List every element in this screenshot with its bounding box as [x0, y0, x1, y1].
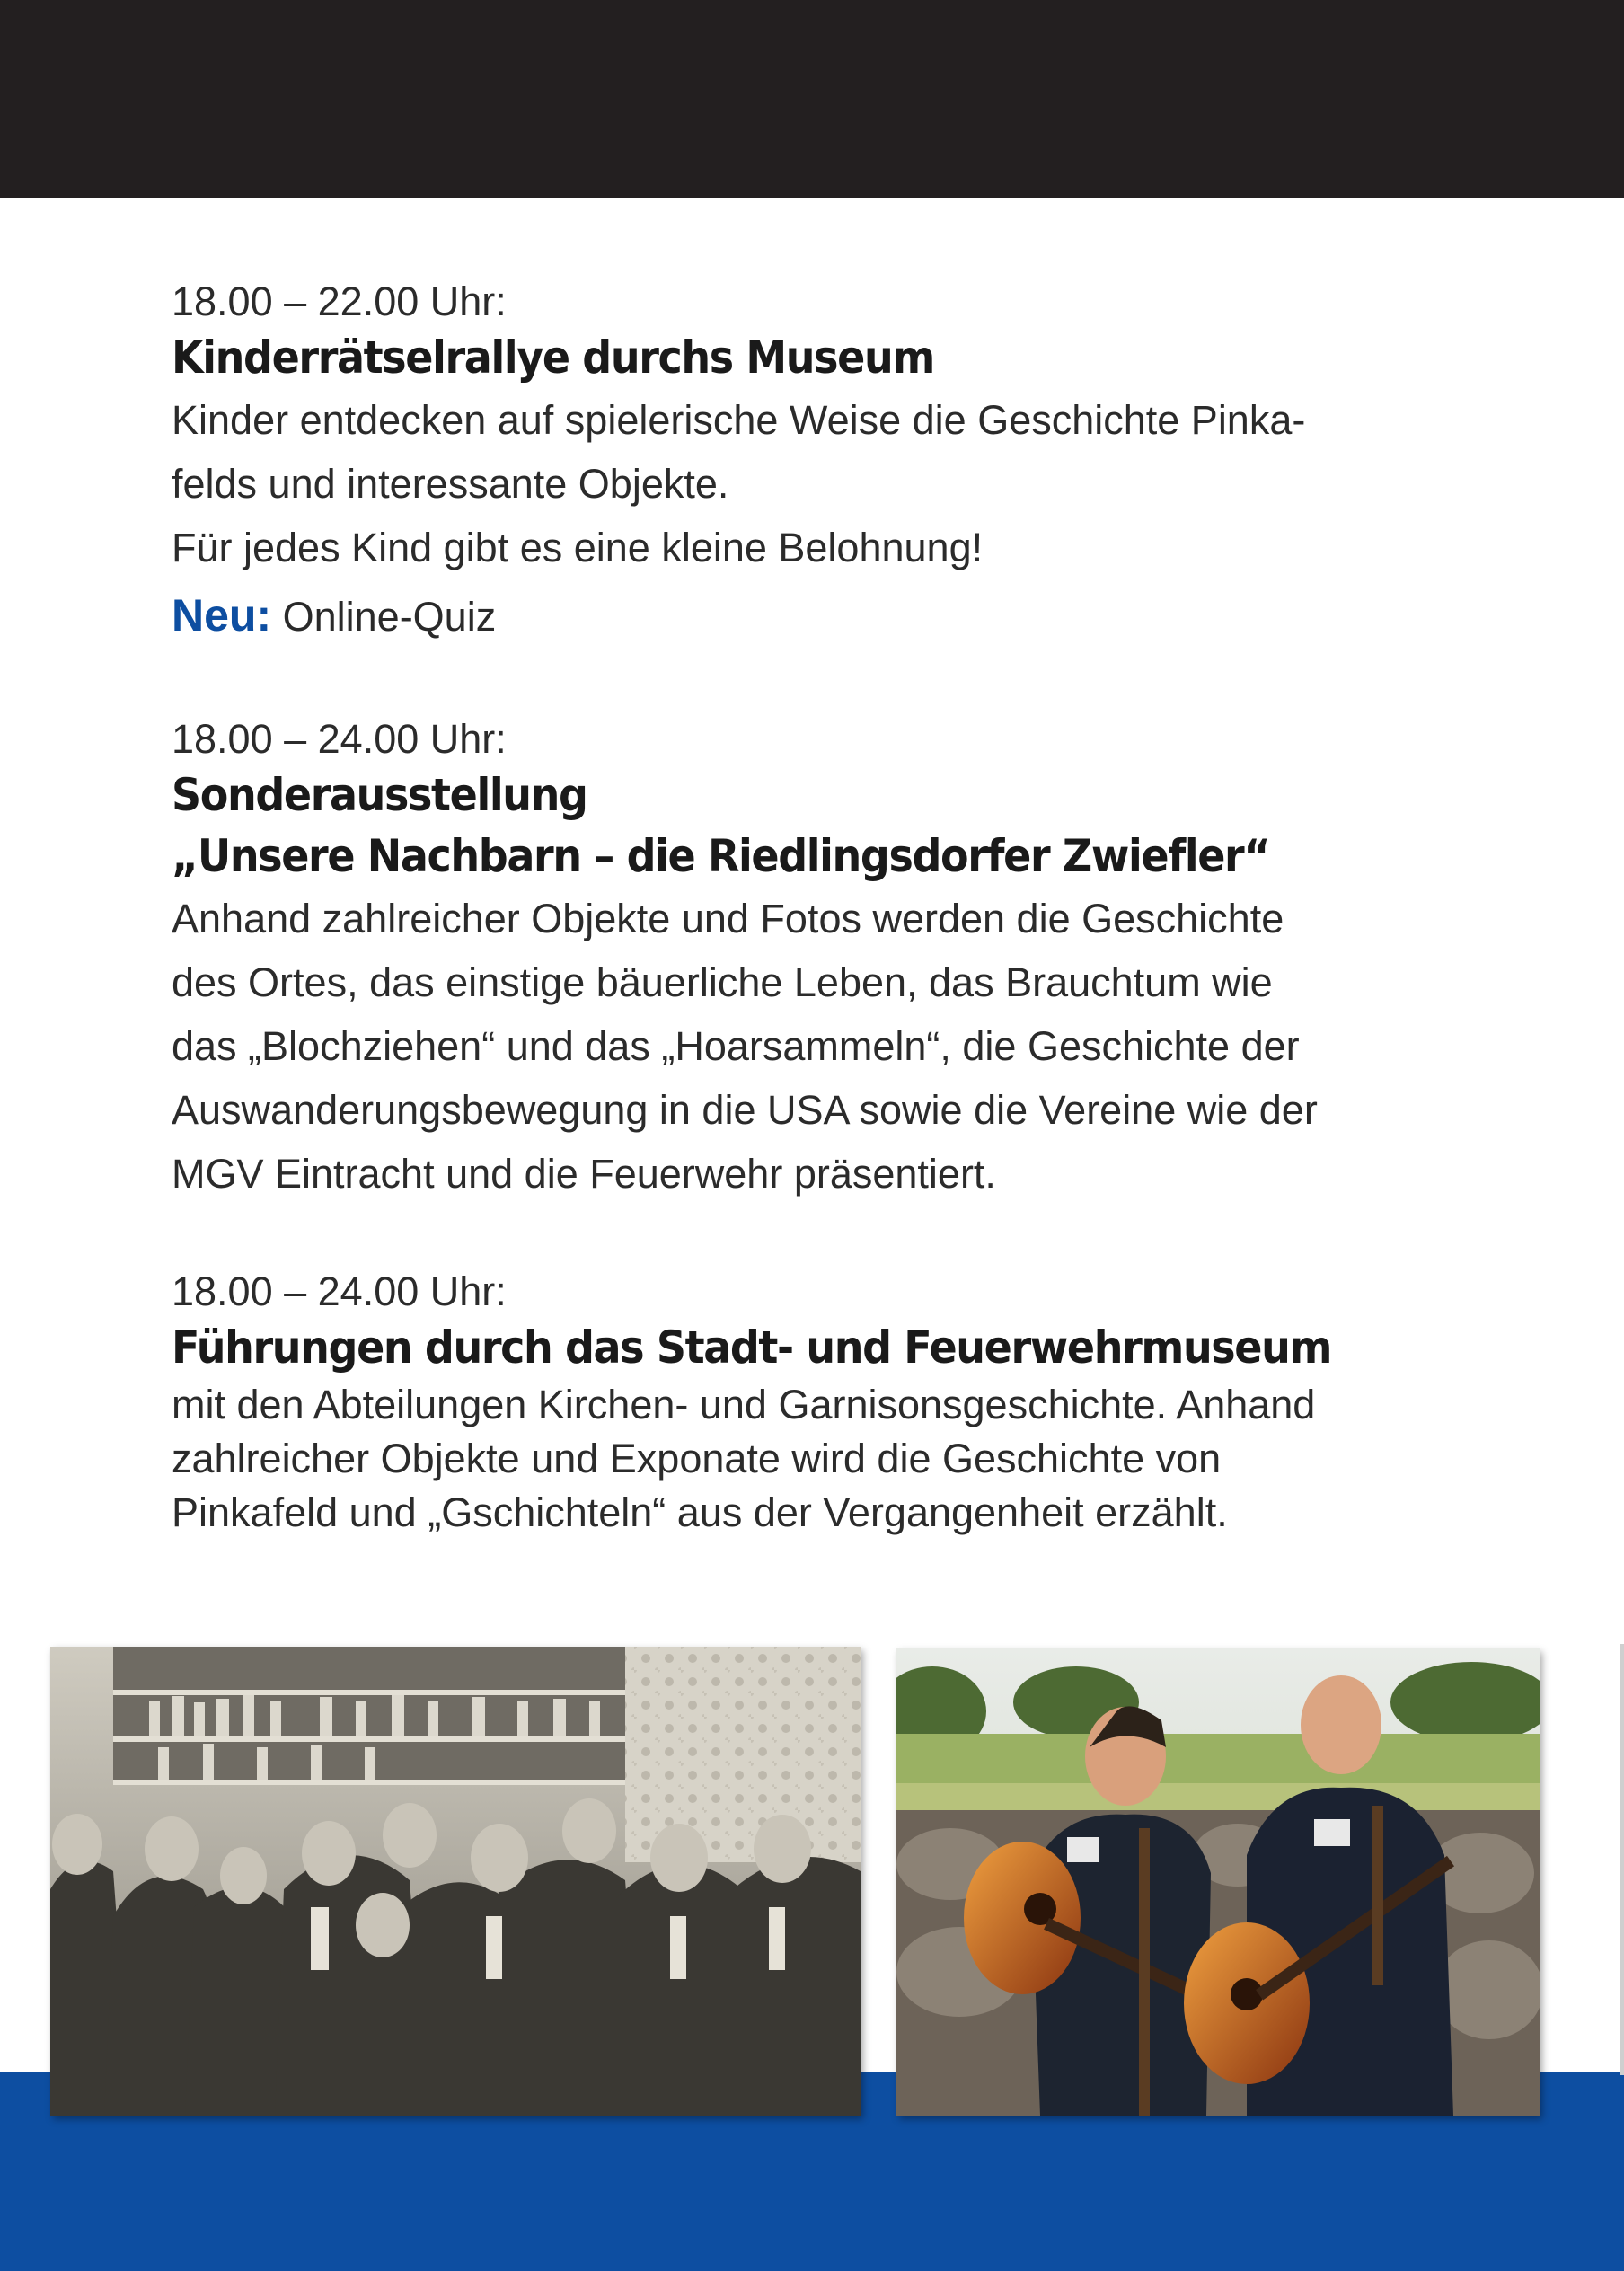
page-edge-strip — [1620, 1644, 1624, 2075]
top-header-bar — [0, 0, 1624, 198]
event-description-line: das „Blochziehen“ und das „Hoarsammeln“, die Geschichte der — [172, 1023, 1300, 1069]
event-title: Führungen durch das Stadt- und Feuerwehrmuseum — [172, 1321, 1332, 1374]
musicians-photo — [896, 1648, 1540, 2116]
event-description-line: zahlreicher Objekte und Exponate wird die Geschichte von — [172, 1436, 1222, 1481]
new-label: Neu: — [172, 590, 272, 641]
event-fuehrungen — [172, 1267, 1465, 1540]
historic-group-photo — [50, 1647, 861, 2116]
event-kinderraetselrallye — [172, 277, 1465, 653]
event-time: 18.00 – 24.00 Uhr: — [172, 1268, 507, 1314]
event-description-line: Kinder entdecken auf spielerische Weise die Geschichte Pinka- — [172, 397, 1306, 443]
event-description-line: Pinkafeld und „Gschichteln“ aus der Vergangenheit erzählt. — [172, 1489, 1228, 1535]
event-description-line: Auswanderungsbewegung in die USA sowie die Vereine wie der — [172, 1087, 1318, 1133]
event-time: 18.00 – 22.00 Uhr: — [172, 278, 507, 324]
event-subtitle: „Unsere Nachbarn – die Riedlingsdorfer Zwiefler“ — [172, 830, 1270, 882]
event-title: Sonderausstellung — [172, 769, 587, 821]
event-time: 18.00 – 24.00 Uhr: — [172, 716, 507, 762]
new-online-quiz — [172, 579, 1465, 653]
new-text: Online-Quiz — [271, 594, 497, 640]
event-sonderausstellung — [172, 714, 1465, 1206]
event-title: Kinderrätselrallye durchs Museum — [172, 331, 934, 384]
event-description-line: Anhand zahlreicher Objekte und Fotos werden die Geschichte — [172, 896, 1284, 941]
event-description-line: des Ortes, das einstige bäuerliche Leben, das Brauchtum wie — [172, 959, 1273, 1005]
event-description-line: MGV Eintracht und die Feuerwehr präsentiert. — [172, 1151, 996, 1197]
event-description-line: mit den Abteilungen Kirchen- und Garnisonsgeschichte. Anhand — [172, 1382, 1316, 1427]
event-description-line: felds und interessante Objekte. — [172, 461, 729, 507]
event-description-line: Für jedes Kind gibt es eine kleine Belohnung! — [172, 525, 984, 570]
